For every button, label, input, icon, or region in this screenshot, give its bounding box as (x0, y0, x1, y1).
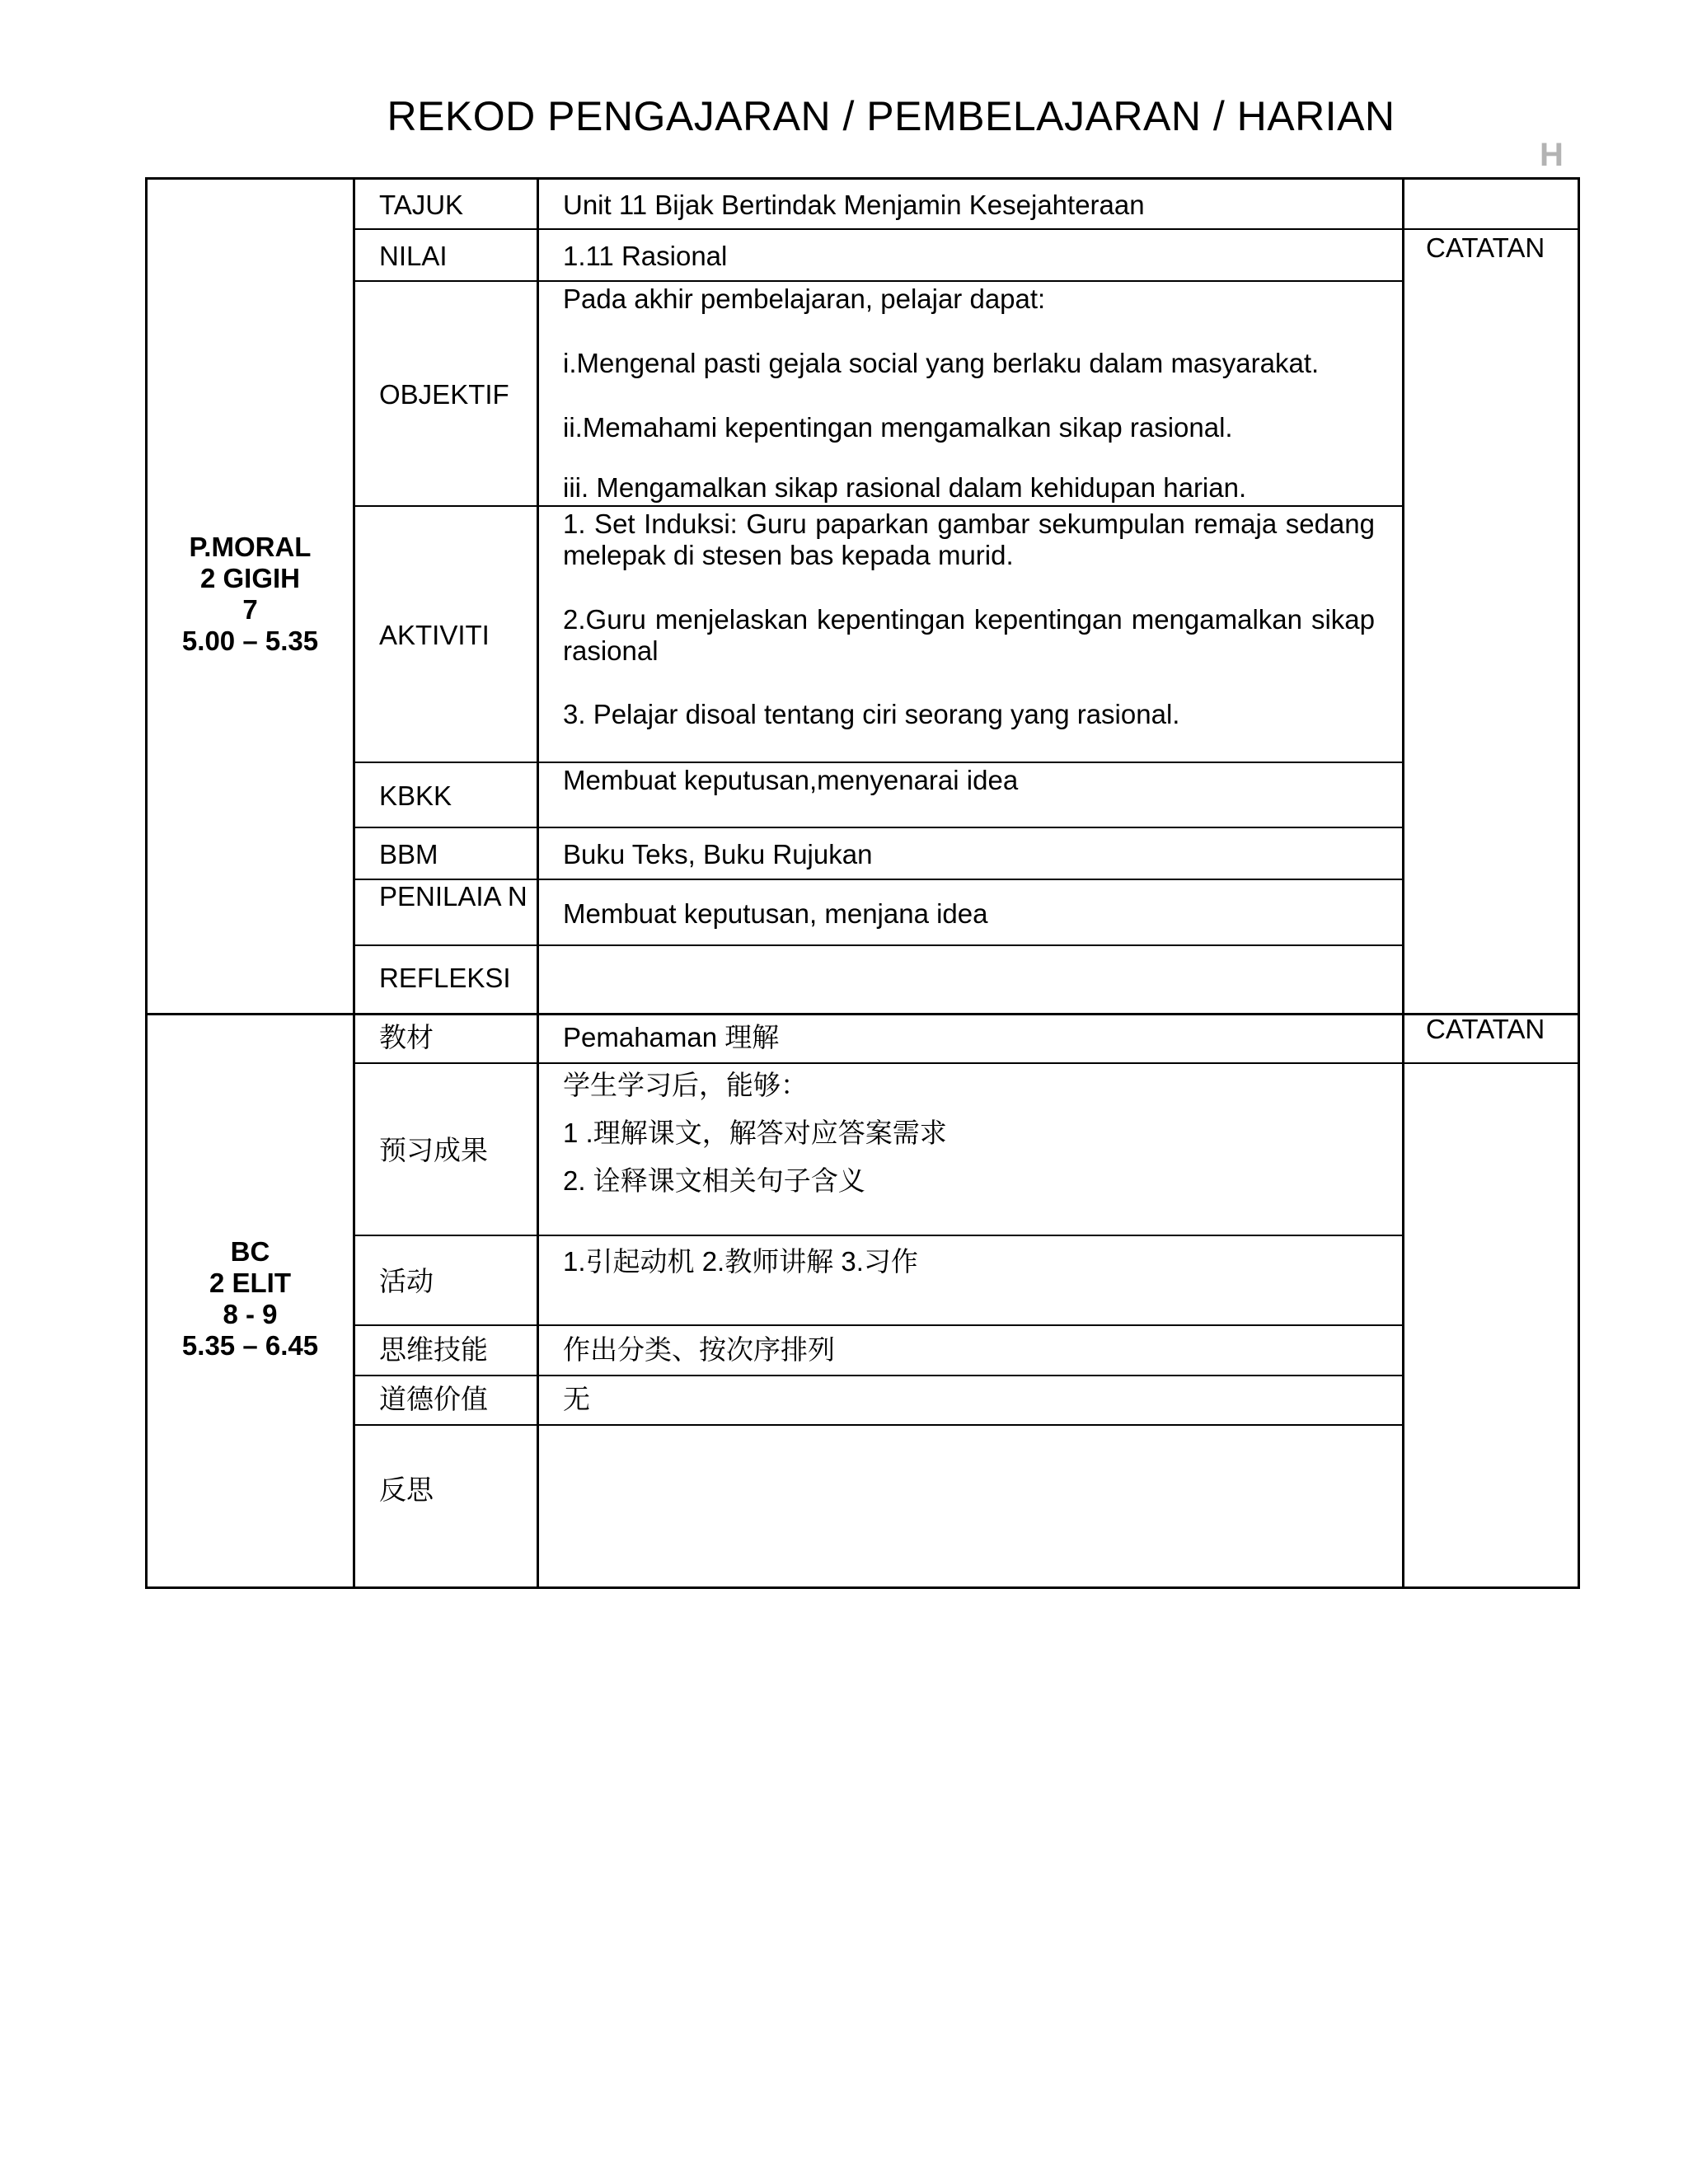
row-line (353, 879, 1404, 880)
label-nilai: NILAI (379, 241, 448, 271)
label-jiaocai: 教材 (379, 1022, 434, 1052)
table-border-left (145, 177, 148, 1589)
subject-name: BC (230, 1236, 270, 1267)
col-divider-3 (1402, 177, 1404, 1589)
objektif-item: i.Mengenal pasti gejala social yang berlaku dalam masyarakat. (563, 348, 1320, 378)
table-border-bottom (145, 1586, 1580, 1589)
row-line (353, 1324, 1404, 1326)
content-huodong: 1.引起动机 2.教师讲解 3.习作 (563, 1246, 918, 1277)
content-kbkk: Membuat keputusan,menyenarai idea (563, 765, 1019, 795)
row-line (353, 944, 1404, 946)
col-divider-2 (537, 177, 539, 1589)
label-kbkk: KBKK (379, 780, 452, 811)
content-nilai: 1.11 Rasional (563, 241, 728, 271)
label-fansi: 反思 (379, 1474, 434, 1505)
label-chengguo: 预习成果 (379, 1135, 488, 1165)
row-line (353, 1062, 1580, 1064)
chengguo-item: 1 .理解课文，解答对应答案需求 (563, 1118, 947, 1148)
row-line (353, 1235, 1404, 1236)
table-border-right (1578, 177, 1580, 1589)
catatan-label: CATATAN (1426, 232, 1545, 263)
row-line (353, 1375, 1404, 1376)
content-objektif: Pada akhir pembelajaran, pelajar dapat: (563, 284, 1046, 314)
content-bbm: Buku Teks, Buku Rujukan (563, 839, 873, 869)
label-tajuk: TAJUK (379, 190, 464, 220)
content-penilaian: Membuat keputusan, menjana idea (563, 898, 988, 929)
label-huodong: 活动 (379, 1266, 434, 1296)
label-siwei: 思维技能 (379, 1334, 488, 1365)
row-line (353, 505, 1404, 507)
row-line (353, 827, 1404, 828)
aktiviti-item: 3. Pelajar disoal tentang ciri seorang yang rasional. (563, 699, 1180, 729)
label-bbm: BBM (379, 839, 438, 869)
label-refleksi: REFLEKSI (379, 963, 511, 993)
period: 8 - 9 (223, 1299, 278, 1329)
chengguo-item: 2. 诠释课文相关句子含义 (563, 1165, 865, 1196)
subject-name: P.MORAL (189, 532, 312, 562)
row-line (353, 228, 1404, 230)
catatan-line (1402, 228, 1580, 230)
content-siwei: 作出分类、按次序排列 (563, 1334, 835, 1365)
aktiviti-item: 2.Guru menjelaskan kepentingan kepentingan mengamalkan sikap rasional (563, 604, 1375, 666)
row-line (353, 280, 1404, 282)
page-title: REKOD PENGAJARAN / PEMBELAJARAN / HARIAN (387, 93, 1395, 139)
subject-cell-moral (148, 532, 353, 657)
page-mark: H (1540, 137, 1564, 173)
time: 5.35 – 6.45 (181, 1330, 319, 1361)
period: 7 (242, 594, 258, 625)
subject-cell-bc (148, 1236, 353, 1361)
time: 5.00 – 5.35 (181, 626, 319, 656)
label-penilaian: PENILAIA N (379, 881, 528, 912)
table-border-top (145, 177, 1580, 180)
content-daode: 无 (563, 1384, 590, 1414)
class-name: 2 GIGIH (199, 563, 301, 593)
content-tajuk: Unit 11 Bijak Bertindak Menjamin Kesejahteraan (563, 190, 1145, 220)
label-aktiviti: AKTIVITI (379, 620, 490, 650)
content-jiaocai: Pemahaman 理解 (563, 1022, 780, 1052)
aktiviti-item: 1. Set Induksi: Guru paparkan gambar sekumpulan remaja sedang melepak di stesen bas kepada murid. (563, 509, 1375, 570)
col-divider-1 (353, 177, 355, 1589)
row-line (353, 1424, 1404, 1426)
class-name: 2 ELIT (209, 1268, 292, 1298)
label-objektif: OBJEKTIF (379, 379, 509, 410)
section-divider (145, 1013, 1580, 1015)
row-line (353, 762, 1404, 763)
objektif-item: ii.Memahami kepentingan mengamalkan sikap rasional. (563, 412, 1233, 443)
catatan-label: CATATAN (1426, 1014, 1545, 1044)
objektif-item: iii. Mengamalkan sikap rasional dalam kehidupan harian. (563, 472, 1247, 503)
chengguo-item: 学生学习后，能够： (563, 1070, 808, 1100)
label-daode: 道德价值 (379, 1384, 488, 1414)
